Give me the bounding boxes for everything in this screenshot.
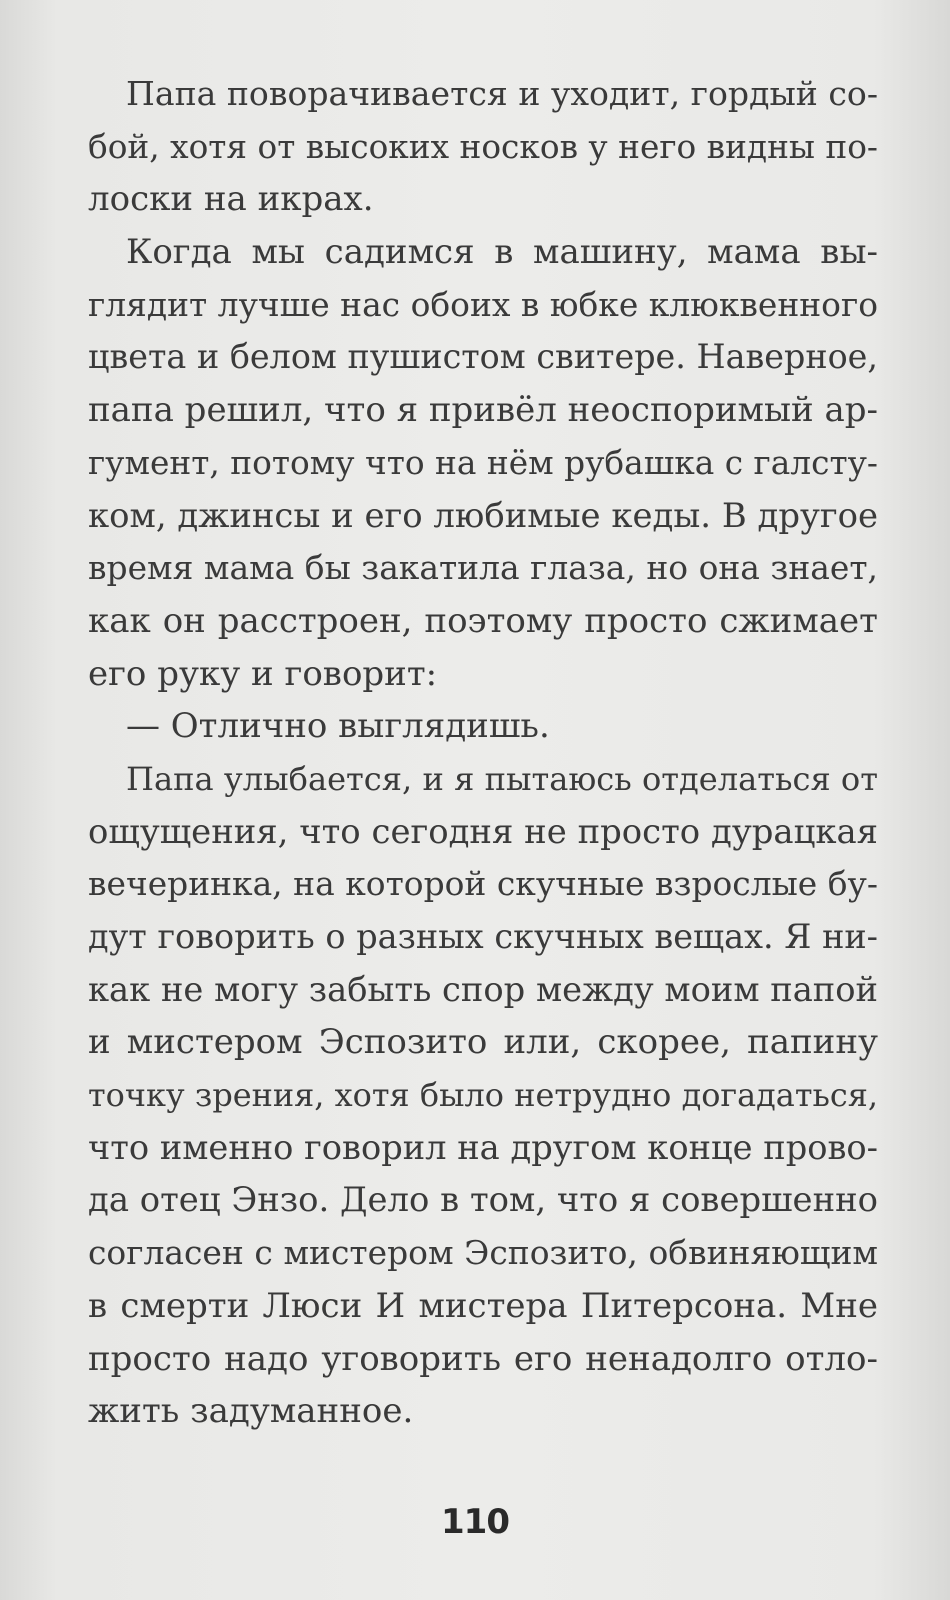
text-line: папа решил, что я привёл неоспоримый ар-: [88, 390, 878, 431]
dialogue-line: — Отлично выглядишь.: [126, 706, 550, 747]
text-line: лоски на икрах.: [88, 179, 374, 220]
body-text: [88, 68, 878, 1438]
text-line: его руку и говорит:: [88, 653, 438, 694]
page-number: 110: [441, 1502, 509, 1542]
text-line: в смерти Люси И мистера Питерсона. Мне: [88, 1285, 878, 1326]
text-line: цвета и белом пушистом свитере. Наверное,: [88, 337, 878, 377]
text-line: глядит лучше нас обоих в юбке клюквенного: [88, 284, 878, 324]
text-line: ощущения, что сегодня не просто дурацкая: [88, 811, 878, 851]
text-line: как не могу забыть спор между моим папой: [88, 969, 878, 1009]
text-line: да отец Энзо. Дело в том, что я совершенно: [88, 1180, 878, 1220]
text-line: время мама бы закатила глаза, но она знает,: [88, 548, 878, 588]
text-line: Папа улыбается, и я пытаюсь отделаться от: [126, 759, 878, 798]
text-line: ком, джинсы и его любимые кеды. В другое: [88, 495, 878, 535]
text-line: как он расстроен, поэтому просто сжимает: [88, 600, 878, 641]
text-line: точку зрения, хотя было нетрудно догадаться,: [88, 1076, 878, 1115]
text-line: бой, хотя от высоких носков у него видны по-: [88, 127, 878, 166]
text-line: жить задуманное.: [88, 1391, 414, 1432]
text-line: просто надо уговорить его ненадолго отло-: [88, 1338, 878, 1379]
text-line: Когда мы садимся в машину, мама вы-: [126, 232, 878, 273]
text-line: согласен с мистером Эспозито, обвиняющим: [88, 1233, 878, 1273]
text-line: гумент, потому что на нём рубашка с галсту-: [88, 443, 878, 482]
text-line: Папа поворачивается и уходит, гордый со-: [126, 74, 878, 113]
text-line: дут говорить о разных скучных вещах. Я ни-: [88, 917, 878, 956]
text-line: и мистером Эспозито или, скорее, папину: [88, 1022, 878, 1063]
text-line: вечеринка, на которой скучные взрослые бу-: [88, 864, 878, 904]
text-line: что именно говорил на другом конце прово-: [88, 1127, 878, 1167]
